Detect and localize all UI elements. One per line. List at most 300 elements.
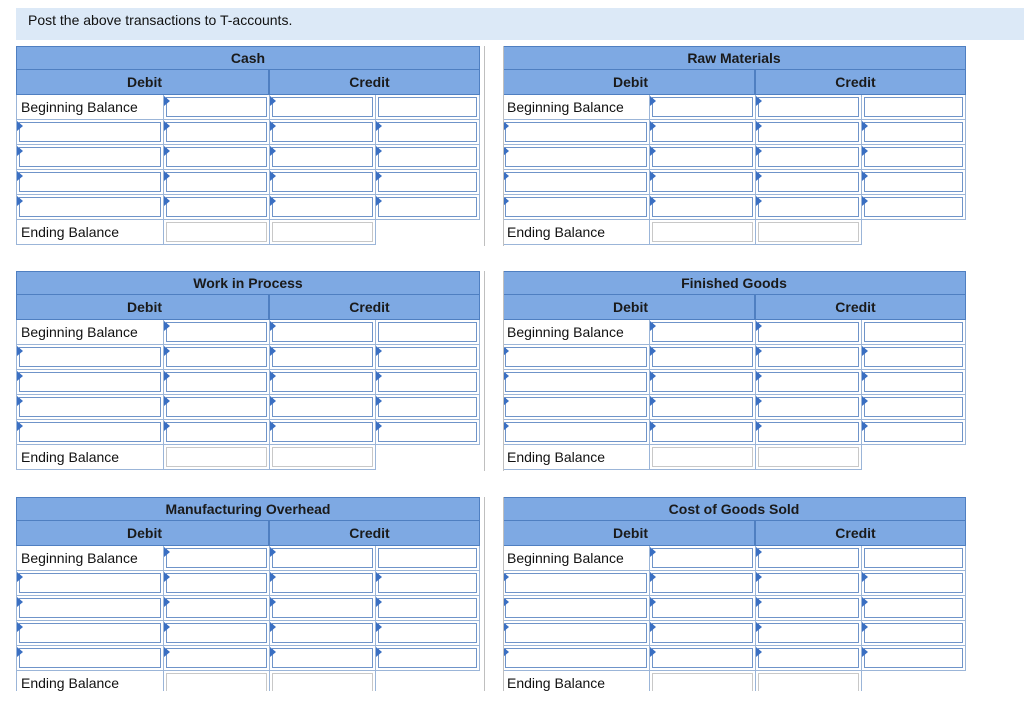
debit-amount-input[interactable] <box>652 197 753 217</box>
debit-account-select[interactable] <box>19 147 161 167</box>
beginning-debit-input[interactable] <box>652 322 753 342</box>
beginning-debit-cell <box>164 320 270 345</box>
dropdown-arrow-icon[interactable] <box>270 121 276 131</box>
debit-amount-input[interactable] <box>166 197 267 217</box>
debit-account-cell <box>16 345 164 370</box>
credit-account-input[interactable] <box>758 573 859 593</box>
dropdown-arrow-icon[interactable] <box>650 146 656 156</box>
debit-amount-cell <box>650 345 756 370</box>
dropdown-arrow-icon[interactable] <box>650 371 656 381</box>
credit-account-input[interactable] <box>758 598 859 618</box>
dropdown-arrow-icon[interactable] <box>376 572 382 582</box>
credit-amount-cell <box>862 596 966 621</box>
credit-account-input[interactable] <box>758 422 859 442</box>
credit-amount-input[interactable] <box>378 372 477 392</box>
credit-account-input[interactable] <box>758 122 859 142</box>
dropdown-arrow-icon[interactable] <box>376 647 382 657</box>
ending-balance-label: Ending Balance <box>502 445 650 470</box>
credit-account-cell <box>756 646 862 671</box>
beginning-credit-cell <box>270 546 376 571</box>
debit-amount-input[interactable] <box>652 122 753 142</box>
dropdown-arrow-icon[interactable] <box>164 396 170 406</box>
debit-amount-cell <box>164 120 270 145</box>
credit-account-input[interactable] <box>272 372 373 392</box>
dropdown-arrow-icon[interactable] <box>270 396 276 406</box>
credit-amount-input[interactable] <box>864 147 963 167</box>
debit-account-cell <box>16 596 164 621</box>
dropdown-arrow-icon[interactable] <box>650 121 656 131</box>
dropdown-arrow-icon[interactable] <box>650 346 656 356</box>
beginning-debit-input[interactable] <box>166 322 267 342</box>
dropdown-arrow-icon[interactable] <box>376 597 382 607</box>
credit-amount-cell <box>376 170 480 195</box>
credit-account-input[interactable] <box>272 197 373 217</box>
credit-amount-cell <box>376 420 480 445</box>
dropdown-arrow-icon[interactable] <box>17 121 23 131</box>
ending-balance-row <box>16 220 480 245</box>
dropdown-arrow-icon[interactable] <box>756 371 762 381</box>
dropdown-arrow-icon[interactable] <box>862 421 868 431</box>
credit-account-cell <box>756 571 862 596</box>
dropdown-arrow-icon[interactable] <box>164 346 170 356</box>
ending-credit-input[interactable] <box>758 447 859 467</box>
dropdown-arrow-icon[interactable] <box>650 547 656 557</box>
dropdown-arrow-icon[interactable] <box>270 146 276 156</box>
dropdown-arrow-icon[interactable] <box>756 421 762 431</box>
ending-credit-cell <box>756 220 862 245</box>
dropdown-arrow-icon[interactable] <box>270 96 276 106</box>
dropdown-arrow-icon[interactable] <box>756 622 762 632</box>
credit-header: Credit <box>269 295 480 320</box>
debit-account-select[interactable] <box>19 372 161 392</box>
dropdown-arrow-icon[interactable] <box>17 396 23 406</box>
dropdown-arrow-icon[interactable] <box>164 321 170 331</box>
credit-amount-cell <box>862 345 966 370</box>
credit-amount-input[interactable] <box>864 648 963 668</box>
beginning-credit-input[interactable] <box>758 97 859 117</box>
debit-amount-cell <box>650 195 756 220</box>
dropdown-arrow-icon[interactable] <box>270 597 276 607</box>
dropdown-arrow-icon[interactable] <box>270 171 276 181</box>
entry-row <box>16 345 480 370</box>
dropdown-arrow-icon[interactable] <box>376 196 382 206</box>
ending-debit-input[interactable] <box>166 673 267 693</box>
credit-amount-input[interactable] <box>378 623 477 643</box>
ending-credit-input[interactable] <box>758 222 859 242</box>
debit-account-cell <box>502 395 650 420</box>
dropdown-arrow-icon[interactable] <box>164 171 170 181</box>
credit-amount-input[interactable] <box>378 397 477 417</box>
dropdown-arrow-icon[interactable] <box>376 622 382 632</box>
credit-account-input[interactable] <box>758 397 859 417</box>
dropdown-arrow-icon[interactable] <box>756 146 762 156</box>
debit-account-select[interactable] <box>505 397 647 417</box>
credit-account-input[interactable] <box>758 197 859 217</box>
credit-account-cell <box>756 420 862 445</box>
debit-account-select[interactable] <box>19 172 161 192</box>
debit-account-cell <box>502 345 650 370</box>
credit-account-input[interactable] <box>272 573 373 593</box>
dropdown-arrow-icon[interactable] <box>270 622 276 632</box>
dropdown-arrow-icon[interactable] <box>862 346 868 356</box>
debit-account-cell <box>502 170 650 195</box>
debit-account-select[interactable] <box>19 197 161 217</box>
dropdown-arrow-icon[interactable] <box>270 547 276 557</box>
debit-amount-input[interactable] <box>166 573 267 593</box>
dropdown-arrow-icon[interactable] <box>862 146 868 156</box>
dropdown-arrow-icon[interactable] <box>376 121 382 131</box>
entry-row <box>16 195 480 220</box>
credit-amount-cell <box>862 145 966 170</box>
dropdown-arrow-icon[interactable] <box>164 121 170 131</box>
entry-row <box>16 170 480 195</box>
debit-account-cell <box>16 420 164 445</box>
beginning-debit-input[interactable] <box>652 548 753 568</box>
dropdown-arrow-icon[interactable] <box>376 421 382 431</box>
debit-account-select[interactable] <box>505 347 647 367</box>
debit-amount-input[interactable] <box>166 122 267 142</box>
entry-row <box>16 571 480 596</box>
dropdown-arrow-icon[interactable] <box>17 346 23 356</box>
credit-amount-cell <box>862 195 966 220</box>
debit-account-select[interactable] <box>505 122 647 142</box>
credit-amount-input[interactable] <box>864 172 963 192</box>
dropdown-arrow-icon[interactable] <box>164 647 170 657</box>
dropdown-arrow-icon[interactable] <box>862 196 868 206</box>
dropdown-arrow-icon[interactable] <box>376 171 382 181</box>
credit-amount-cell <box>376 596 480 621</box>
dropdown-arrow-icon[interactable] <box>270 346 276 356</box>
dropdown-arrow-icon[interactable] <box>164 421 170 431</box>
dropdown-arrow-icon[interactable] <box>17 572 23 582</box>
beginning-credit-amount-input[interactable] <box>378 548 477 568</box>
debit-amount-cell <box>650 395 756 420</box>
debit-amount-input[interactable] <box>166 648 267 668</box>
debit-amount-input[interactable] <box>652 172 753 192</box>
debit-amount-input[interactable] <box>652 573 753 593</box>
debit-account-select[interactable] <box>19 573 161 593</box>
ending-debit-input[interactable] <box>166 447 267 467</box>
dropdown-arrow-icon[interactable] <box>164 572 170 582</box>
credit-amount-cell <box>862 370 966 395</box>
dropdown-arrow-icon[interactable] <box>756 121 762 131</box>
dropdown-arrow-icon[interactable] <box>650 171 656 181</box>
dropdown-arrow-icon[interactable] <box>756 547 762 557</box>
debit-account-select[interactable] <box>19 397 161 417</box>
beginning-credit-amount-input[interactable] <box>378 322 477 342</box>
debit-amount-input[interactable] <box>652 598 753 618</box>
ending-debit-cell <box>164 220 270 245</box>
dropdown-arrow-icon[interactable] <box>376 146 382 156</box>
dropdown-arrow-icon[interactable] <box>376 396 382 406</box>
dropdown-arrow-icon[interactable] <box>756 597 762 607</box>
debit-account-select[interactable] <box>19 623 161 643</box>
beginning-debit-cell <box>650 95 756 120</box>
dropdown-arrow-icon[interactable] <box>17 647 23 657</box>
credit-account-input[interactable] <box>272 623 373 643</box>
debit-amount-input[interactable] <box>652 147 753 167</box>
beginning-credit-input[interactable] <box>758 548 859 568</box>
dropdown-arrow-icon[interactable] <box>862 622 868 632</box>
dropdown-arrow-icon[interactable] <box>164 96 170 106</box>
beginning-credit-input[interactable] <box>272 97 373 117</box>
credit-account-input[interactable] <box>272 397 373 417</box>
debit-amount-cell <box>164 145 270 170</box>
dropdown-arrow-icon[interactable] <box>862 121 868 131</box>
ending-debit-input[interactable] <box>652 447 753 467</box>
debit-account-select[interactable] <box>505 422 647 442</box>
debit-amount-cell <box>650 621 756 646</box>
dropdown-arrow-icon[interactable] <box>650 96 656 106</box>
beginning-debit-input[interactable] <box>652 97 753 117</box>
credit-amount-input[interactable] <box>864 122 963 142</box>
debit-amount-input[interactable] <box>652 648 753 668</box>
dropdown-arrow-icon[interactable] <box>164 597 170 607</box>
credit-account-cell <box>756 596 862 621</box>
dropdown-arrow-icon[interactable] <box>270 572 276 582</box>
debit-amount-cell <box>164 195 270 220</box>
credit-account-cell <box>756 195 862 220</box>
entry-row <box>502 345 966 370</box>
dropdown-arrow-icon[interactable] <box>756 96 762 106</box>
credit-amount-input[interactable] <box>378 197 477 217</box>
credit-amount-input[interactable] <box>864 397 963 417</box>
ending-credit-input[interactable] <box>272 673 373 693</box>
debit-amount-input[interactable] <box>652 372 753 392</box>
dropdown-arrow-icon[interactable] <box>756 572 762 582</box>
beginning-credit-amount-cell <box>862 95 966 120</box>
credit-amount-input[interactable] <box>864 573 963 593</box>
beginning-credit-input[interactable] <box>272 322 373 342</box>
credit-amount-cell <box>862 170 966 195</box>
debit-amount-cell <box>650 120 756 145</box>
beginning-credit-input[interactable] <box>758 322 859 342</box>
ending-debit-input[interactable] <box>166 222 267 242</box>
dropdown-arrow-icon[interactable] <box>270 421 276 431</box>
credit-amount-input[interactable] <box>378 172 477 192</box>
debit-amount-input[interactable] <box>652 623 753 643</box>
account-title: Manufacturing Overhead <box>16 497 480 521</box>
debit-amount-cell <box>164 646 270 671</box>
debit-account-cell <box>502 571 650 596</box>
dropdown-arrow-icon[interactable] <box>270 371 276 381</box>
debit-amount-cell <box>650 571 756 596</box>
beginning-balance-row <box>16 320 480 345</box>
ending-credit-cell <box>270 220 376 245</box>
dropdown-arrow-icon[interactable] <box>650 396 656 406</box>
credit-account-input[interactable] <box>758 347 859 367</box>
credit-account-input[interactable] <box>272 598 373 618</box>
credit-amount-input[interactable] <box>864 372 963 392</box>
dropdown-arrow-icon[interactable] <box>164 371 170 381</box>
dropdown-arrow-icon[interactable] <box>756 396 762 406</box>
dropdown-arrow-icon[interactable] <box>650 597 656 607</box>
debit-amount-input[interactable] <box>166 623 267 643</box>
dropdown-arrow-icon[interactable] <box>650 321 656 331</box>
credit-header: Credit <box>269 521 480 546</box>
beginning-balance-label: Beginning Balance <box>502 95 650 120</box>
dropdown-arrow-icon[interactable] <box>862 647 868 657</box>
ending-credit-input[interactable] <box>272 222 373 242</box>
beginning-credit-amount-input[interactable] <box>864 322 963 342</box>
beginning-debit-cell <box>650 320 756 345</box>
debit-account-select[interactable] <box>505 172 647 192</box>
dropdown-arrow-icon[interactable] <box>17 597 23 607</box>
dropdown-arrow-icon[interactable] <box>756 196 762 206</box>
debit-account-select[interactable] <box>505 623 647 643</box>
dropdown-arrow-icon[interactable] <box>756 346 762 356</box>
credit-account-input[interactable] <box>272 347 373 367</box>
debit-amount-input[interactable] <box>166 397 267 417</box>
ending-credit-input[interactable] <box>272 447 373 467</box>
ending-debit-input[interactable] <box>652 222 753 242</box>
credit-amount-input[interactable] <box>378 573 477 593</box>
credit-amount-cell <box>376 370 480 395</box>
beginning-credit-amount-input[interactable] <box>378 97 477 117</box>
dropdown-arrow-icon[interactable] <box>862 597 868 607</box>
credit-amount-input[interactable] <box>378 122 477 142</box>
dropdown-arrow-icon[interactable] <box>756 647 762 657</box>
dropdown-arrow-icon[interactable] <box>376 371 382 381</box>
credit-amount-input[interactable] <box>864 197 963 217</box>
beginning-credit-amount-input[interactable] <box>864 548 963 568</box>
account-title: Cash <box>16 46 480 70</box>
debit-account-select[interactable] <box>505 372 647 392</box>
debit-amount-input[interactable] <box>652 347 753 367</box>
debit-amount-input[interactable] <box>652 422 753 442</box>
credit-amount-input[interactable] <box>378 648 477 668</box>
ending-balance-label: Ending Balance <box>502 220 650 245</box>
beginning-credit-amount-input[interactable] <box>864 97 963 117</box>
credit-account-input[interactable] <box>272 122 373 142</box>
beginning-credit-cell <box>270 95 376 120</box>
dropdown-arrow-icon[interactable] <box>17 196 23 206</box>
credit-account-input[interactable] <box>272 147 373 167</box>
debit-amount-cell <box>164 395 270 420</box>
dropdown-arrow-icon[interactable] <box>862 396 868 406</box>
debit-account-cell <box>502 195 650 220</box>
debit-amount-input[interactable] <box>166 598 267 618</box>
debit-account-select[interactable] <box>19 347 161 367</box>
credit-account-cell <box>270 345 376 370</box>
credit-account-input[interactable] <box>758 623 859 643</box>
credit-amount-input[interactable] <box>864 422 963 442</box>
dropdown-arrow-icon[interactable] <box>17 622 23 632</box>
entry-row <box>502 120 966 145</box>
debit-account-select[interactable] <box>505 197 647 217</box>
credit-account-input[interactable] <box>758 172 859 192</box>
credit-amount-input[interactable] <box>864 623 963 643</box>
credit-account-input[interactable] <box>272 648 373 668</box>
dropdown-arrow-icon[interactable] <box>756 171 762 181</box>
debit-amount-input[interactable] <box>166 347 267 367</box>
debit-account-cell <box>502 145 650 170</box>
dropdown-arrow-icon[interactable] <box>862 572 868 582</box>
dropdown-arrow-icon[interactable] <box>164 196 170 206</box>
credit-amount-input[interactable] <box>378 347 477 367</box>
credit-amount-input[interactable] <box>378 598 477 618</box>
entry-row <box>502 596 966 621</box>
debit-account-select[interactable] <box>19 122 161 142</box>
dropdown-arrow-icon[interactable] <box>376 346 382 356</box>
debit-account-select[interactable] <box>505 147 647 167</box>
credit-header: Credit <box>755 521 966 546</box>
debit-account-select[interactable] <box>505 648 647 668</box>
beginning-credit-amount-cell <box>376 546 480 571</box>
credit-account-input[interactable] <box>758 372 859 392</box>
beginning-debit-input[interactable] <box>166 548 267 568</box>
debit-account-select[interactable] <box>505 598 647 618</box>
dropdown-arrow-icon[interactable] <box>17 171 23 181</box>
beginning-debit-input[interactable] <box>166 97 267 117</box>
beginning-debit-cell <box>650 546 756 571</box>
debit-account-select[interactable] <box>19 648 161 668</box>
credit-amount-cell <box>862 420 966 445</box>
debit-amount-input[interactable] <box>166 422 267 442</box>
dropdown-arrow-icon[interactable] <box>650 622 656 632</box>
credit-account-cell <box>270 596 376 621</box>
debit-account-select[interactable] <box>505 573 647 593</box>
debit-account-cell <box>16 145 164 170</box>
dropdown-arrow-icon[interactable] <box>862 171 868 181</box>
debit-credit-header <box>16 295 480 320</box>
ending-balance-label: Ending Balance <box>16 220 164 245</box>
entry-row <box>502 395 966 420</box>
dropdown-arrow-icon[interactable] <box>862 371 868 381</box>
credit-amount-input[interactable] <box>864 347 963 367</box>
credit-account-input[interactable] <box>272 172 373 192</box>
debit-amount-input[interactable] <box>166 147 267 167</box>
dropdown-arrow-icon[interactable] <box>270 196 276 206</box>
dropdown-arrow-icon[interactable] <box>650 647 656 657</box>
beginning-credit-input[interactable] <box>272 548 373 568</box>
credit-amount-input[interactable] <box>864 598 963 618</box>
credit-account-input[interactable] <box>758 147 859 167</box>
dropdown-arrow-icon[interactable] <box>164 146 170 156</box>
dropdown-arrow-icon[interactable] <box>17 371 23 381</box>
dropdown-arrow-icon[interactable] <box>270 321 276 331</box>
dropdown-arrow-icon[interactable] <box>17 421 23 431</box>
dropdown-arrow-icon[interactable] <box>17 146 23 156</box>
dropdown-arrow-icon[interactable] <box>164 547 170 557</box>
dropdown-arrow-icon[interactable] <box>164 622 170 632</box>
beginning-credit-amount-cell <box>862 320 966 345</box>
ending-credit-input[interactable] <box>758 673 859 693</box>
debit-account-select[interactable] <box>19 598 161 618</box>
ending-debit-input[interactable] <box>652 673 753 693</box>
dropdown-arrow-icon[interactable] <box>650 196 656 206</box>
ending-debit-cell <box>650 445 756 470</box>
beginning-balance-label: Beginning Balance <box>16 320 164 345</box>
debit-account-select[interactable] <box>19 422 161 442</box>
credit-account-input[interactable] <box>758 648 859 668</box>
t-account-cash <box>16 46 480 245</box>
credit-amount-input[interactable] <box>378 422 477 442</box>
debit-amount-input[interactable] <box>166 372 267 392</box>
debit-amount-input[interactable] <box>166 172 267 192</box>
entry-row <box>16 145 480 170</box>
dropdown-arrow-icon[interactable] <box>650 572 656 582</box>
ending-credit-cell <box>270 445 376 470</box>
debit-amount-input[interactable] <box>652 397 753 417</box>
dropdown-arrow-icon[interactable] <box>756 321 762 331</box>
credit-account-input[interactable] <box>272 422 373 442</box>
credit-amount-input[interactable] <box>378 147 477 167</box>
dropdown-arrow-icon[interactable] <box>650 421 656 431</box>
debit-account-cell <box>16 395 164 420</box>
dropdown-arrow-icon[interactable] <box>270 647 276 657</box>
beginning-credit-cell <box>270 320 376 345</box>
